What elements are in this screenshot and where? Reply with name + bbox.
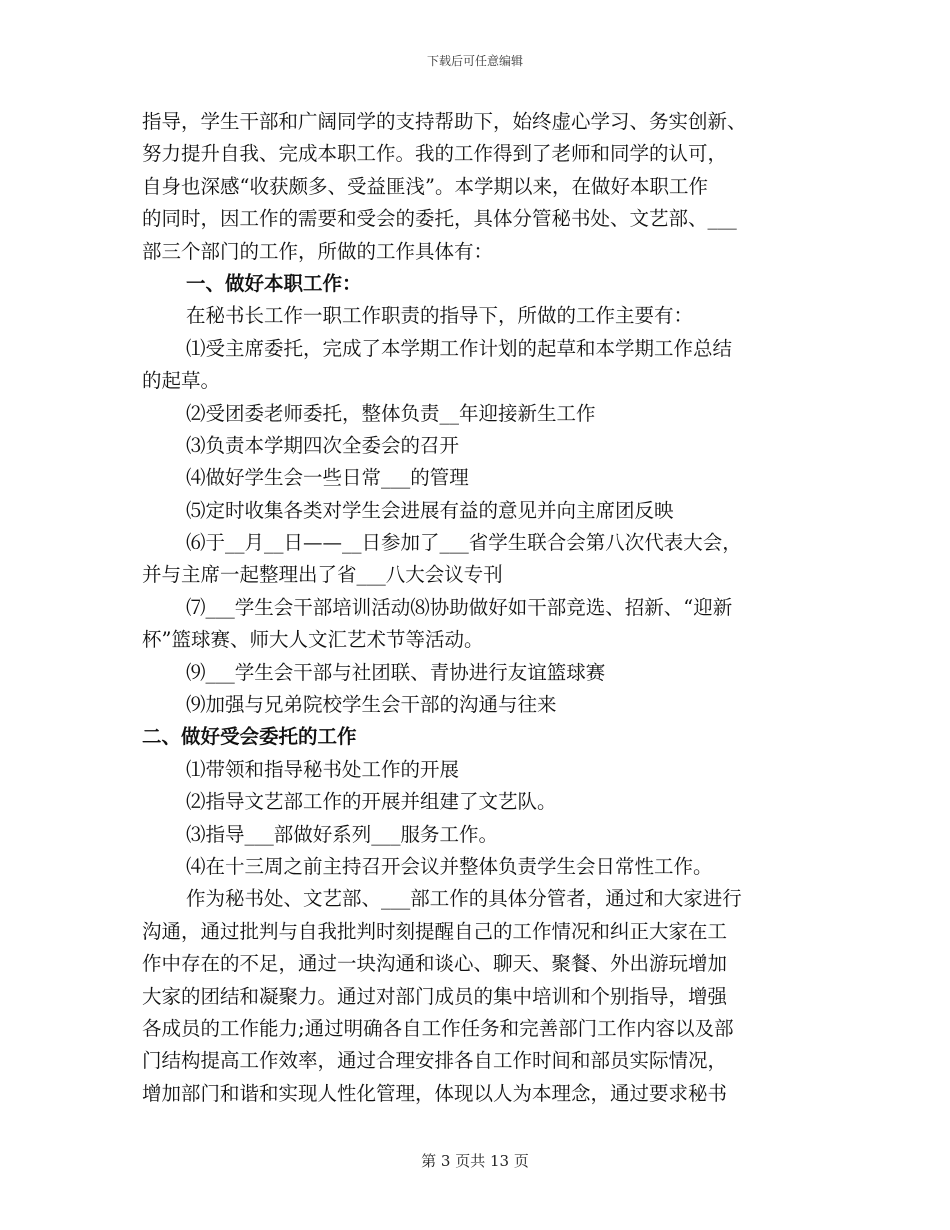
page-number: 第 3 页共 13 页 (421, 1152, 529, 1170)
text-line: 努力提升自我、完成本职工作。我的工作得到了老师和同学的认可， (142, 142, 728, 166)
text-line: 沟通，通过批判与自我批判时刻提醒自己的工作情况和纠正大家在工 (142, 919, 728, 943)
text-line: 在秘书长工作一职工作职责的指导下，所做的工作主要有： (186, 304, 694, 328)
text-line: 部三个部门的工作，所做的工作具体有： (142, 239, 494, 263)
text-line: 各成员的工作能力;通过明确各自工作任务和完善部门工作内容以及部 (142, 1016, 734, 1040)
text-line: ⑺___学生会干部培训活动⑻协助做好如干部竞选、招新、“迎新 (186, 595, 733, 619)
document-body (142, 106, 810, 1110)
text-line: ⑼___学生会干部与社团联、青协进行友谊篮球赛 (186, 660, 606, 684)
text-line: 作中存在的不足，通过一块沟通和谈心、聊天、聚餐、外出游玩增加 (142, 952, 728, 976)
text-line: 的起草。 (142, 369, 221, 393)
text-line: ⑷做好学生会一些日常___的管理 (186, 466, 469, 490)
text-line: 增加部门和谐和实现人性化管理，体现以人为本理念，通过要求秘书 (142, 1081, 728, 1105)
text-line: ⑶指导___部做好系列___服务工作。 (186, 822, 499, 846)
section-heading: 一、做好本职工作： (186, 271, 362, 295)
text-line: 门结构提高工作效率，通过合理安排各自工作时间和部员实际情况， (142, 1049, 728, 1073)
text-line: 自身也深感“收获颇多、受益匪浅”。本学期以来，在做好本职工作 (142, 174, 708, 198)
text-line: ⑼加强与兄弟院校学生会干部的沟通与往来 (186, 693, 557, 717)
text-line: ⑹于__月__日——__日参加了___省学生联合会第八次代表大会， (186, 531, 742, 555)
text-line: 杯”篮球赛、师大人文汇艺术节等活动。 (142, 628, 484, 652)
text-line: ⑵指导文艺部工作的开展并组建了文艺队。 (186, 790, 557, 814)
text-line: ⑴受主席委托，完成了本学期工作计划的起草和本学期工作总结 (186, 336, 733, 360)
text-line: 指导，学生干部和广阔同学的支持帮助下，始终虚心学习、务实创新、 (142, 110, 747, 133)
text-line: 的同时，因工作的需要和受会的委托，具体分管秘书处、文艺部、___ (142, 207, 737, 231)
text-line: ⑴带领和指导秘书处工作的开展 (186, 757, 460, 781)
text-line: ⑵受团委老师委托，整体负责__年迎接新生工作 (186, 401, 596, 425)
text-line: ⑸定时收集各类对学生会进展有益的意见并向主席团反映 (186, 498, 674, 522)
text-line: ⑷在十三周之前主持召开会议并整体负责学生会日常性工作。 (186, 854, 713, 878)
text-line: ⑶负责本学期四次全委会的召开 (186, 433, 460, 457)
page-header: 下载后可任意编辑 (426, 54, 523, 68)
text-line: 并与主席一起整理出了省___八大会议专刊 (142, 563, 503, 587)
section-heading: 二、做好受会委托的工作 (142, 725, 357, 749)
text-line: 作为秘书处、文艺部、___部工作的具体分管者，通过和大家进行 (186, 887, 742, 911)
text-line: 大家的团结和凝聚力。通过对部门成员的集中培训和个别指导，增强 (142, 984, 728, 1008)
